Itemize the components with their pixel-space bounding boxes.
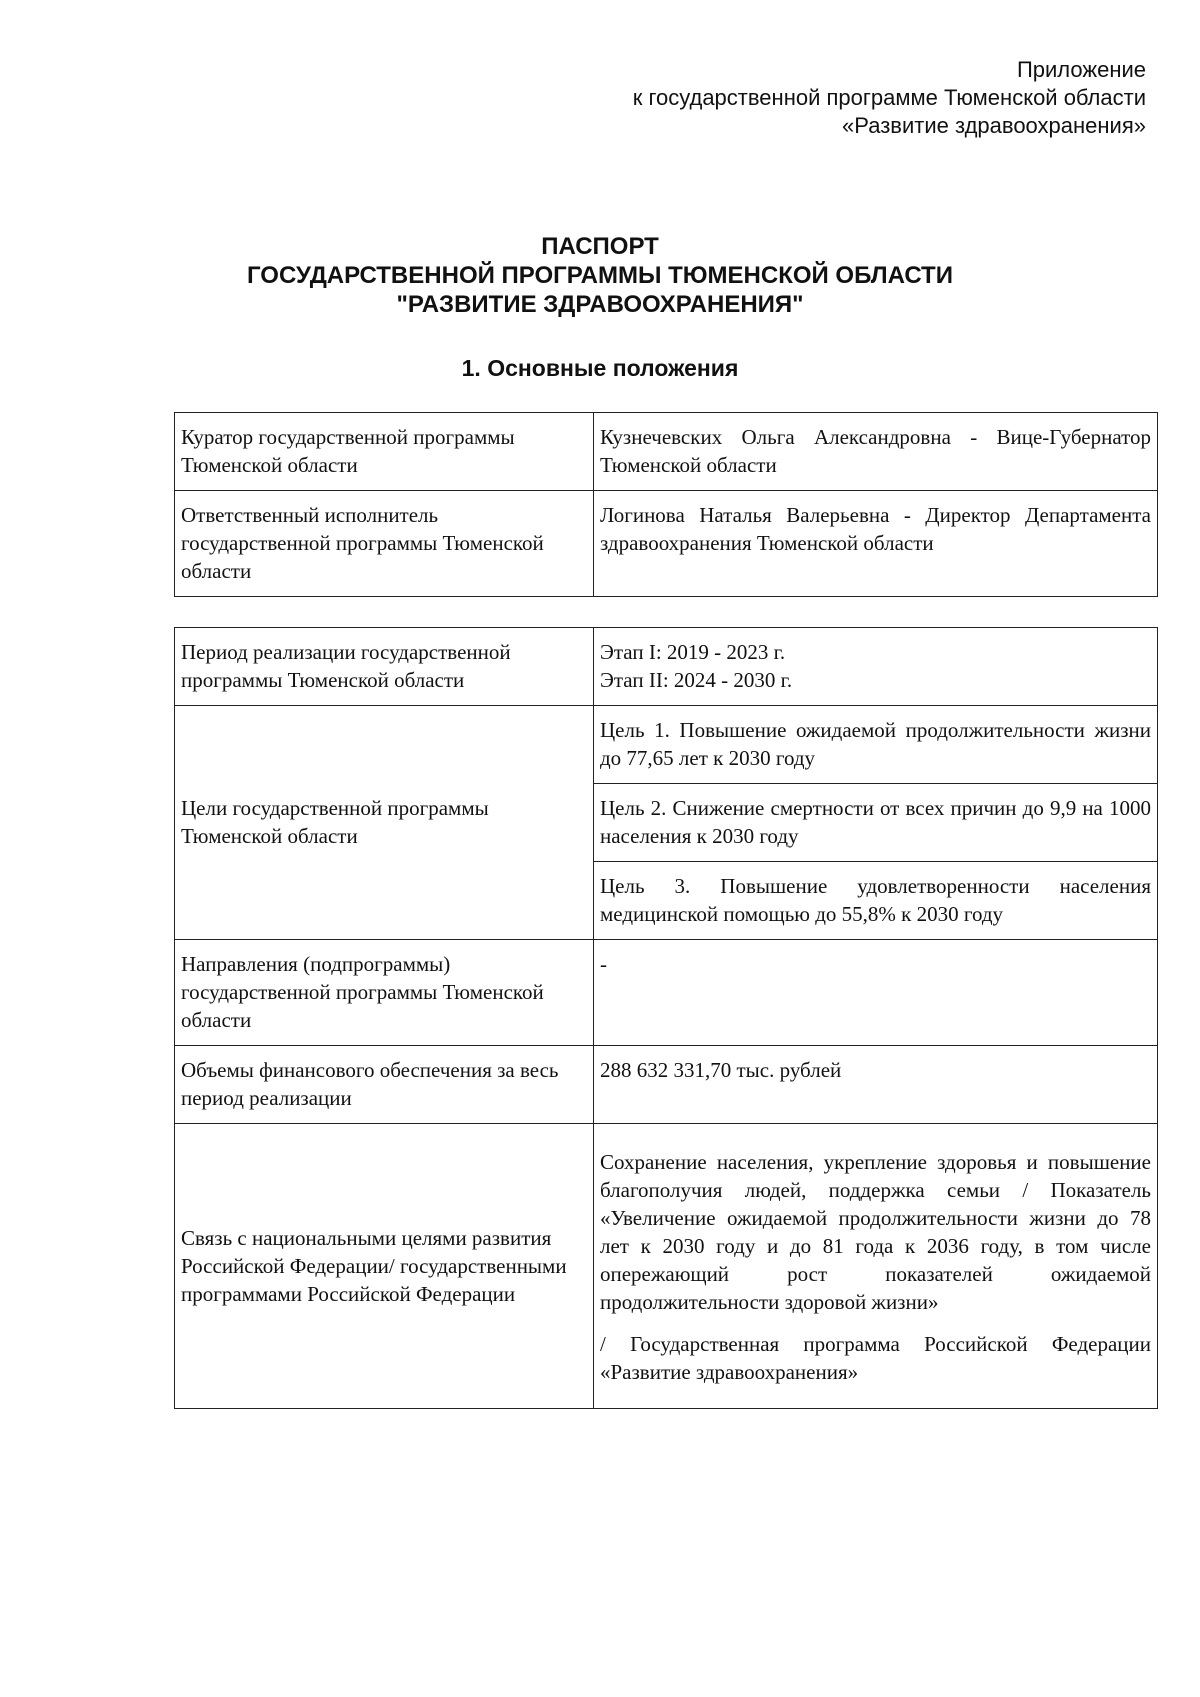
table-row (175, 413, 1158, 491)
executor-label: Ответственный исполнитель государственной программы Тюменской области (175, 491, 594, 597)
curator-label: Куратор государственной программы Тюменской области (175, 413, 594, 491)
funding-label: Объемы финансового обеспечения за весь период реализации (175, 1046, 594, 1124)
title-line-1: ПАСПОРТ (541, 233, 659, 260)
responsibility-table (174, 412, 1158, 597)
table-row (175, 940, 1158, 1046)
national-goals-value (594, 1124, 1158, 1409)
title-line-3: "РАЗВИТИЕ ЗДРАВООХРАНЕНИЯ" (396, 291, 804, 318)
title-line-2: ГОСУДАРСТВЕННОЙ ПРОГРАММЫ ТЮМЕНСКОЙ ОБЛАСТИ (247, 262, 953, 289)
goal-2: Цель 2. Снижение смертности от всех причин до 9,9 на 1000 населения к 2030 году (594, 784, 1158, 862)
table-row (175, 628, 1158, 706)
national-goals-paragraph-1: Сохранение населения, укрепление здоровья и повышение благополучия людей, поддержка семьи / Показатель «Увеличение ожидаемой продолжительности жизни до 78 лет к 2030 году и до 81 года к 2036 году, в том числе опережающий рост показателей ожидаемой продолжительности здоровой жизни» (600, 1150, 1151, 1314)
period-stage-1: Этап I: 2019 - 2023 г. (600, 640, 786, 664)
table-row (175, 706, 1158, 784)
goals-label: Цели государственной программы Тюменской области (175, 706, 594, 940)
period-label: Период реализации государственной программы Тюменской области (175, 628, 594, 706)
appendix-line-1: Приложение (1016, 57, 1146, 82)
document-title (0, 232, 1200, 319)
goal-3: Цель 3. Повышение удовлетворенности населения медицинской помощью до 55,8% к 2030 году (594, 862, 1158, 940)
goal-1: Цель 1. Повышение ожидаемой продолжительности жизни до 77,65 лет к 2030 году (594, 706, 1158, 784)
period-stage-2: Этап II: 2024 - 2030 г. (600, 668, 793, 692)
table-row (175, 1124, 1158, 1409)
curator-value: Кузнечевских Ольга Александровна - Вице-Губернатор Тюменской области (594, 413, 1158, 491)
appendix-header (633, 56, 1146, 140)
period-value (594, 628, 1158, 706)
program-details-table (174, 627, 1158, 1409)
table-row (175, 491, 1158, 597)
appendix-line-2: к государственной программе Тюменской области (632, 85, 1146, 110)
executor-value: Логинова Наталья Валерьевна - Директор Департамента здравоохранения Тюменской области (594, 491, 1158, 597)
directions-label: Направления (подпрограммы) государственной программы Тюменской области (175, 940, 594, 1046)
funding-value: 288 632 331,70 тыс. рублей (594, 1046, 1158, 1124)
directions-value: - (594, 940, 1158, 1046)
appendix-line-3: «Развитие здравоохранения» (842, 113, 1146, 138)
national-goals-paragraph-2: / Государственная программа Российской Федерации «Развитие здравоохранения» (600, 1332, 1151, 1384)
section-heading: 1. Основные положения (461, 355, 739, 381)
table-row (175, 1046, 1158, 1124)
national-goals-label: Связь с национальными целями развития Российской Федерации/ государственными программами Российской Федерации (175, 1124, 594, 1409)
